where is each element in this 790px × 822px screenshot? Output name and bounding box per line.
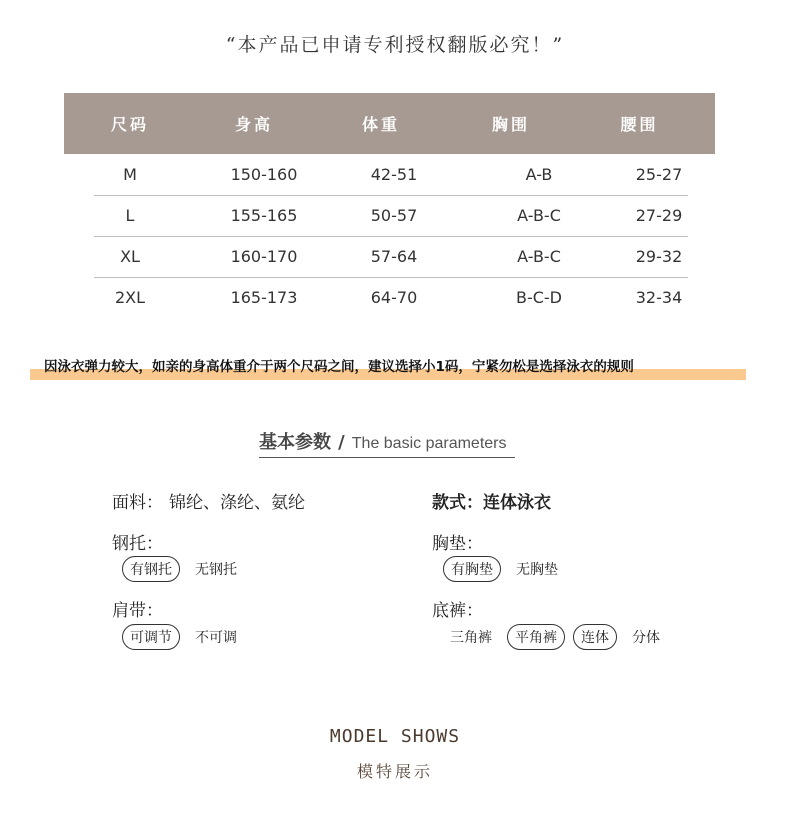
size-chart-header [64, 93, 715, 154]
padding-option-yes[interactable]: 有胸垫 [443, 556, 501, 582]
size-cell: 2XL [114, 288, 146, 307]
params-title-cn: 基本参数 [259, 432, 331, 453]
bust-cell: B-C-D [515, 288, 562, 307]
underwire-options [122, 556, 252, 582]
header-size: 尺码 [110, 115, 149, 134]
style-label: 款式： [432, 493, 483, 513]
straps-label: 肩带： [112, 601, 163, 621]
table-row [94, 278, 688, 318]
bottom-label: 底裤： [432, 601, 483, 621]
padding-option-no[interactable]: 无胸垫 [516, 562, 558, 578]
header-height: 身高 [234, 115, 273, 134]
bust-cell: A-B-C [517, 206, 561, 225]
params-title-separator: / [338, 432, 345, 453]
model-shows-title: MODEL SHOWS [329, 726, 461, 747]
weight-cell: 50-57 [370, 206, 418, 225]
style-param [432, 488, 551, 513]
header-waist: 腰围 [620, 115, 659, 134]
params-title-en: The basic parameters [351, 435, 507, 452]
bottom-option-onepiece[interactable]: 连体 [573, 624, 617, 650]
padding-label: 胸垫： [432, 534, 483, 554]
underwire-option-yes[interactable]: 有钢托 [122, 556, 180, 582]
model-shows-subtitle: 模特展示 [356, 762, 433, 781]
header-weight: 体重 [361, 115, 400, 134]
style-value: 连体泳衣 [483, 493, 551, 513]
straps-option-fixed[interactable]: 不可调 [195, 630, 237, 646]
fabric-param [112, 488, 305, 513]
weight-cell: 64-70 [370, 288, 418, 307]
underwire-option-no[interactable]: 无钢托 [195, 562, 237, 578]
table-row [94, 196, 688, 237]
size-cell: M [123, 165, 137, 184]
size-advice [30, 355, 746, 380]
bottom-options [443, 624, 675, 650]
table-row [94, 237, 688, 278]
copyright-notice: “本产品已申请专利授权翻版必究！” [225, 34, 565, 56]
table-row [94, 155, 688, 196]
height-cell: 155-165 [230, 206, 298, 225]
weight-cell: 42-51 [370, 165, 418, 184]
weight-cell: 57-64 [370, 247, 418, 266]
bottom-option-boyshort[interactable]: 平角裤 [507, 624, 565, 650]
params-title [259, 428, 515, 458]
bust-cell: A-B [525, 165, 553, 184]
header-bust: 胸围 [491, 115, 530, 134]
waist-cell: 25-27 [635, 165, 683, 184]
fabric-label: 面料： [112, 493, 163, 513]
straps-option-adjustable[interactable]: 可调节 [122, 624, 180, 650]
bottom-option-brief[interactable]: 三角裤 [450, 630, 492, 646]
bust-cell: A-B-C [517, 247, 561, 266]
straps-options [122, 624, 252, 650]
height-cell: 150-160 [230, 165, 298, 184]
size-cell: XL [120, 247, 140, 266]
size-chart [64, 93, 715, 307]
padding-options [443, 556, 573, 582]
height-cell: 165-173 [230, 288, 298, 307]
bottom-option-twopiece[interactable]: 分体 [632, 630, 660, 646]
size-cell: L [125, 206, 135, 225]
fabric-value: 锦纶、涤纶、氨纶 [169, 493, 305, 513]
waist-cell: 27-29 [635, 206, 683, 225]
waist-cell: 32-34 [635, 288, 683, 307]
height-cell: 160-170 [230, 247, 298, 266]
waist-cell: 29-32 [635, 247, 683, 266]
advice-text: 因泳衣弹力较大，如亲的身高体重介于两个尺码之间，建议选择小1码，宁紧勿松是选择泳衣的规则 [44, 359, 634, 375]
underwire-label: 钢托： [112, 534, 163, 554]
